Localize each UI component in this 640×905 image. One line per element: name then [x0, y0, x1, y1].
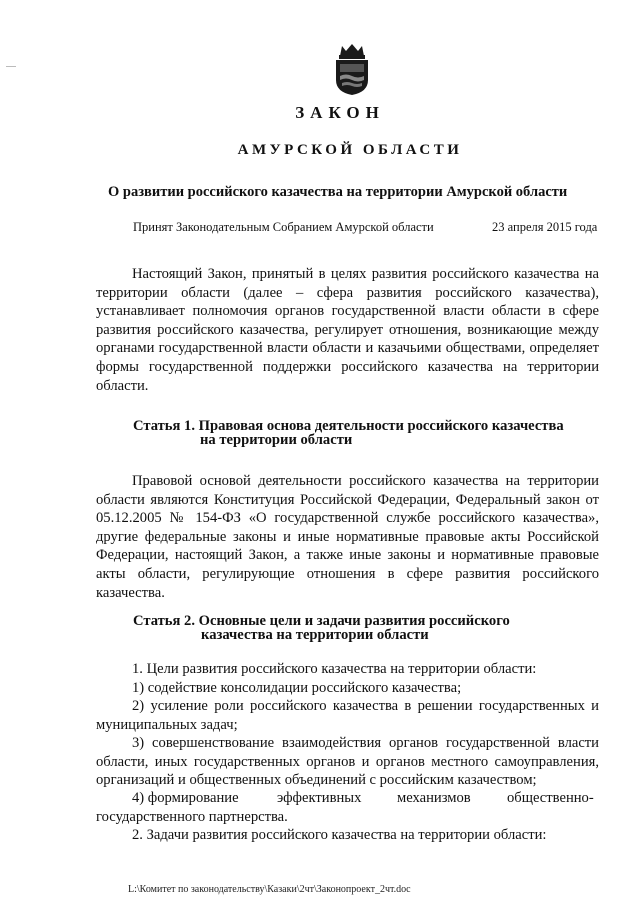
article2-item1-3: 3) совершенствование взаимодействия органов государственной власти области, иных государственных органов и органов местного самоуправления, организаций и общественных объединений с российским казачеством; — [96, 735, 599, 789]
file-path-footer: L:\Комитет по законодательству\Казаки\2чт\Законопроект_2чт.doc — [128, 884, 411, 895]
amur-region-coat-of-arms-icon — [330, 42, 374, 96]
article2-item2: 2. Задачи развития российского казачества на территории области: — [132, 827, 547, 843]
article2-heading-cont: казачества на территории области — [201, 627, 429, 643]
article2-item1-4-cont: государственного партнерства. — [96, 809, 288, 825]
preamble-paragraph: Настоящий Закон, принятый в целях развития российского казачества на территории области (далее – сфера развития российского казачества), устанавливает полномочия органов государственной власти области в сфере развития российского казачества, регулирует отношения, возникающие между органами государственной власти области и казачьими обществами, определяет формы государственной поддержки российского казачества на территории области. — [96, 266, 599, 394]
article2-item1: 1. Цели развития российского казачества на территории области: — [132, 661, 537, 677]
article2-item1-4-part3: механизмов — [397, 790, 471, 806]
article2-item1-1: 1) содействие консолидации российского казачества; — [132, 680, 462, 696]
article2-item1-4-part1: 4) формирование — [132, 790, 239, 806]
adopted-by: Принят Законодательным Собранием Амурской области — [133, 220, 434, 234]
article2-item1-4-part2: эффективных — [277, 790, 362, 806]
article1-heading: Статья 1. Правовая основа деятельности российского казачества — [133, 418, 564, 434]
article1-paragraph: Правовой основой деятельности российского казачества на территории области являются Конституция Российской Федерации, Федеральный закон от 05.12.2005 № 154-ФЗ «О государственной службе российского казачества», другие федеральные законы и иные нормативные правовые акты Российской Федерации, настоящий Закон, а также иные законы и нормативные правовые акты области, регулирующие отношения в сфере развития российского казачества. — [96, 473, 599, 601]
scan-mark — [6, 66, 16, 67]
article1-heading-cont: на территории области — [200, 432, 353, 448]
region-title: АМУРСКОЙ ОБЛАСТИ — [237, 142, 463, 158]
adopted-date: 23 апреля 2015 года — [492, 220, 598, 234]
article2-item1-2: 2) усиление роли российского казачества в решении государственных и муниципальных задач; — [96, 698, 599, 733]
article2-heading: Статья 2. Основные цели и задачи развития российского — [133, 613, 510, 629]
article2-item1-4-part4: общественно- — [507, 790, 594, 806]
document-name: О развитии российского казачества на территории Амурской области — [108, 184, 568, 200]
law-title: ЗАКОН — [295, 103, 385, 122]
